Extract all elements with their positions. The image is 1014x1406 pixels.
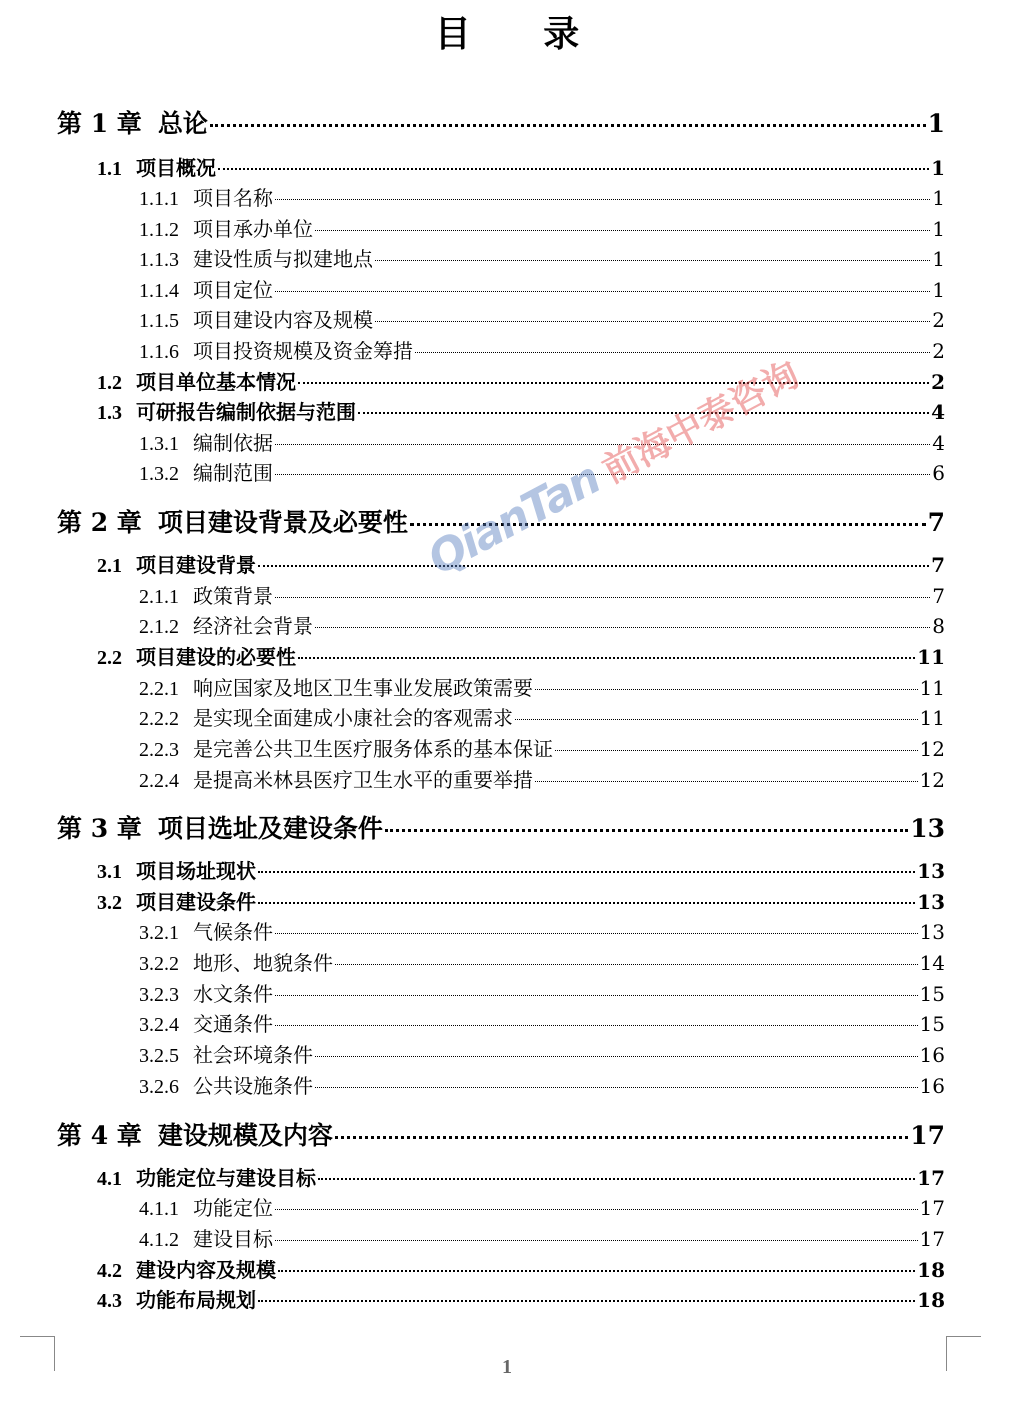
toc-page-number: 17: [919, 1227, 945, 1251]
toc-entry-title: 项目选址及建设条件: [157, 814, 383, 843]
toc-page-number: 7: [927, 508, 945, 537]
toc-entry-label: [57, 1116, 333, 1152]
toc-entry-number: 第 1 章: [57, 109, 142, 138]
toc-subsection-entry[interactable]: [139, 274, 945, 303]
toc-entry-number: 3.2.4: [139, 1014, 179, 1036]
dot-leader: [275, 444, 930, 445]
toc-entry-title: 交通条件: [193, 1012, 273, 1036]
toc-page-number: 2: [932, 339, 945, 363]
toc-section-entry[interactable]: [97, 641, 945, 670]
watermark-cn: 前海中泰咨询: [596, 353, 807, 492]
toc-entry-title: 项目建设背景及必要性: [157, 508, 408, 537]
toc-page-number: 12: [919, 737, 945, 761]
toc-entry-number: 2.2.1: [139, 678, 179, 700]
toc-subsection-entry[interactable]: [139, 610, 945, 639]
toc-entry-title: 功能定位: [193, 1196, 273, 1220]
toc-entry-title: 编制依据: [193, 431, 273, 455]
toc-entry-label: [139, 335, 413, 364]
toc-entry-number: 4.1.2: [139, 1229, 179, 1251]
dot-leader: [275, 597, 930, 598]
dot-leader: [275, 933, 918, 934]
toc-entry-label: [139, 733, 553, 762]
toc-entry-label: [57, 503, 408, 539]
toc-section-entry[interactable]: [97, 886, 945, 915]
toc-section-entry[interactable]: [97, 1284, 945, 1313]
toc-subsection-entry[interactable]: [139, 1039, 945, 1068]
dot-leader: [275, 1025, 918, 1026]
dot-leader: [258, 565, 929, 567]
toc-subsection-entry[interactable]: [139, 947, 945, 976]
toc-entry-title: 项目单位基本情况: [136, 370, 296, 394]
toc-entry-label: [97, 641, 296, 670]
toc-entry-label: [97, 396, 356, 425]
toc-entry-label: [139, 978, 273, 1007]
dot-leader: [258, 871, 915, 873]
toc-entry-number: 4.1: [97, 1168, 122, 1190]
toc-subsection-entry[interactable]: [139, 182, 945, 211]
toc-subsection-entry[interactable]: [139, 1192, 945, 1221]
toc-page-number: 11: [919, 676, 945, 700]
toc-entry-title: 建设内容及规模: [136, 1258, 276, 1282]
dot-leader: [335, 1136, 908, 1139]
toc-entry-number: 2.1.1: [139, 586, 179, 608]
toc-entry-label: [97, 855, 256, 884]
toc-entry-label: [139, 213, 313, 242]
toc-entry-number: 1.3.1: [139, 433, 179, 455]
toc-subsection-entry[interactable]: [139, 335, 945, 364]
toc-entry-label: [139, 243, 373, 272]
toc-entry-label: [139, 672, 533, 701]
toc-entry-number: 2.2: [97, 647, 122, 669]
toc-chapter-entry[interactable]: [57, 1116, 945, 1152]
page-title: 目 录: [434, 14, 610, 55]
dot-leader: [298, 382, 929, 384]
toc-entry-label: [97, 152, 216, 181]
toc-section-entry[interactable]: [97, 366, 945, 395]
toc-page-number: 2: [932, 308, 945, 332]
toc-page-number: 15: [919, 982, 945, 1006]
toc-entry-label: [139, 1070, 313, 1099]
dot-leader: [275, 199, 930, 200]
toc-entry-number: 2.1.2: [139, 616, 179, 638]
toc-entry-title: 项目概况: [136, 156, 216, 180]
toc-entry-number: 1.1: [97, 158, 122, 180]
toc-entry-label: [139, 916, 273, 945]
toc-entry-number: 第 2 章: [57, 508, 142, 537]
toc-entry-label: [139, 304, 373, 333]
dot-leader: [275, 995, 918, 996]
toc-page-number: 4: [932, 431, 945, 455]
toc-entry-number: 1.1.6: [139, 341, 179, 363]
toc-entry-number: 3.2.6: [139, 1076, 179, 1098]
dot-leader: [385, 829, 908, 832]
toc-subsection-entry[interactable]: [139, 427, 945, 456]
toc-subsection-entry[interactable]: [139, 978, 945, 1007]
dot-leader: [415, 352, 930, 353]
dot-leader: [210, 124, 926, 127]
toc-entry-title: 功能布局规划: [136, 1288, 256, 1312]
toc-entry-title: 项目定位: [193, 278, 273, 302]
toc-entry-title: 编制范围: [193, 461, 273, 485]
toc-page-number: 7: [931, 553, 945, 577]
dot-leader: [218, 168, 929, 170]
toc-subsection-entry[interactable]: [139, 1008, 945, 1037]
toc-page-number: 1: [932, 217, 945, 241]
toc-entry-number: 2.2.3: [139, 739, 179, 761]
dot-leader: [278, 1270, 915, 1272]
toc-section-entry[interactable]: [97, 549, 945, 578]
toc-page-number: 18: [917, 1288, 945, 1312]
toc-entry-number: 2.1: [97, 555, 122, 577]
toc-page-number: 6: [932, 461, 945, 485]
toc-entry-label: [139, 764, 533, 793]
dot-leader: [315, 1056, 918, 1057]
toc-page-number: 16: [919, 1074, 945, 1098]
dot-leader: [318, 1178, 915, 1180]
toc-page-number: 17: [910, 1121, 945, 1150]
toc-entry-label: [97, 1162, 316, 1191]
toc-subsection-entry[interactable]: [139, 733, 945, 762]
toc-page-number: 1: [932, 186, 945, 210]
toc-entry-label: [57, 809, 383, 845]
toc-entry-number: 4.1.1: [139, 1198, 179, 1220]
toc-subsection-entry[interactable]: [139, 213, 945, 242]
toc-entry-label: [139, 947, 333, 976]
toc-entry-title: 项目名称: [193, 186, 273, 210]
toc-entry-title: 政策背景: [193, 584, 273, 608]
toc-subsection-entry[interactable]: [139, 580, 945, 609]
dot-leader: [315, 230, 930, 231]
toc-entry-label: [97, 549, 256, 578]
dot-leader: [375, 321, 930, 322]
toc-entry-number: 4.3: [97, 1290, 122, 1312]
toc-page-number: 8: [932, 614, 945, 638]
dot-leader: [535, 781, 918, 782]
toc-entry-label: [139, 610, 313, 639]
toc-entry-label: [97, 886, 256, 915]
toc-entry-title: 是完善公共卫生医疗服务体系的基本保证: [193, 737, 553, 761]
toc-entry-title: 公共设施条件: [193, 1074, 313, 1098]
watermark-latin: QianTan: [420, 453, 608, 586]
toc-page-number: 15: [919, 1012, 945, 1036]
dot-leader: [375, 260, 930, 261]
toc-page-number: 2: [931, 370, 945, 394]
dot-leader: [410, 523, 926, 526]
toc-page-number: 11: [919, 706, 945, 730]
toc-section-entry[interactable]: [97, 152, 945, 181]
dot-leader: [275, 1209, 918, 1210]
toc-entry-title: 可研报告编制依据与范围: [136, 400, 356, 424]
toc-entry-number: 第 3 章: [57, 814, 142, 843]
toc-entry-label: [139, 457, 273, 486]
toc-entry-title: 地形、地貌条件: [193, 951, 333, 975]
toc-section-entry[interactable]: [97, 855, 945, 884]
dot-leader: [275, 291, 930, 292]
toc-entry-label: [139, 1223, 273, 1252]
toc-entry-title: 项目承办单位: [193, 217, 313, 241]
toc-entry-number: 1.3: [97, 402, 122, 424]
toc-entry-number: 2.2.4: [139, 770, 179, 792]
toc-entry-number: 1.1.5: [139, 310, 179, 332]
toc-subsection-entry[interactable]: [139, 916, 945, 945]
dot-leader: [315, 1087, 918, 1088]
toc-subsection-entry[interactable]: [139, 764, 945, 793]
toc-subsection-entry[interactable]: [139, 243, 945, 272]
toc-page-number: 13: [910, 814, 945, 843]
toc-entry-title: 总论: [157, 109, 208, 138]
dot-leader: [315, 627, 930, 628]
dot-leader: [275, 1240, 918, 1241]
toc-section-entry[interactable]: [97, 1162, 945, 1191]
toc-entry-number: 3.2: [97, 892, 122, 914]
toc-page-number: 13: [919, 920, 945, 944]
toc-entry-number: 1.1.1: [139, 188, 179, 210]
toc-entry-number: 4.2: [97, 1260, 122, 1282]
toc-page-number: 16: [919, 1043, 945, 1067]
dot-leader: [258, 902, 915, 904]
toc-entry-title: 项目建设的必要性: [136, 645, 296, 669]
toc-entry-title: 建设目标: [193, 1227, 273, 1251]
footer-page-number: 1: [502, 1356, 512, 1378]
toc-chapter-entry[interactable]: [57, 104, 945, 140]
toc-entry-label: [139, 274, 273, 303]
toc-entry-title: 是实现全面建成小康社会的客观需求: [193, 706, 513, 730]
toc-page-number: 14: [919, 951, 945, 975]
toc-entry-number: 3.2.2: [139, 953, 179, 975]
toc-subsection-entry[interactable]: [139, 702, 945, 731]
toc-section-entry[interactable]: [97, 396, 945, 425]
toc-entry-number: 3.1: [97, 861, 122, 883]
toc-page-number: 18: [917, 1258, 945, 1282]
toc-chapter-entry[interactable]: [57, 809, 945, 845]
toc-entry-label: [139, 427, 273, 456]
toc-entry-number: 第 4 章: [57, 1121, 142, 1150]
toc-entry-title: 是提高米林县医疗卫生水平的重要举措: [193, 768, 533, 792]
toc-entry-number: 1.1.2: [139, 219, 179, 241]
toc-entry-title: 项目建设内容及规模: [193, 308, 373, 332]
toc-entry-title: 社会环境条件: [193, 1043, 313, 1067]
dot-leader: [298, 657, 915, 659]
toc-entry-title: 项目建设条件: [136, 890, 256, 914]
toc-page-number: 13: [917, 890, 945, 914]
dot-leader: [258, 1300, 915, 1302]
toc-page-number: 17: [917, 1166, 945, 1190]
toc-page-number: 1: [932, 247, 945, 271]
toc-entry-title: 经济社会背景: [193, 614, 313, 638]
toc-entry-label: [57, 104, 208, 140]
dot-leader: [275, 474, 930, 475]
toc-entry-number: 1.2: [97, 372, 122, 394]
toc-entry-number: 1.1.3: [139, 249, 179, 271]
toc-subsection-entry[interactable]: [139, 304, 945, 333]
toc-entry-number: 1.1.4: [139, 280, 179, 302]
toc-page-number: 12: [919, 768, 945, 792]
toc-subsection-entry[interactable]: [139, 672, 945, 701]
dot-leader: [358, 412, 929, 414]
toc-page-number: 17: [919, 1196, 945, 1220]
toc-entry-title: 响应国家及地区卫生事业发展政策需要: [193, 676, 533, 700]
dot-leader: [515, 719, 918, 720]
toc-entry-number: 3.2.3: [139, 984, 179, 1006]
toc-entry-number: 2.2.2: [139, 708, 179, 730]
toc-subsection-entry[interactable]: [139, 1223, 945, 1252]
toc-entry-label: [139, 182, 273, 211]
toc-page-number: 1: [927, 109, 945, 138]
toc-section-entry[interactable]: [97, 1254, 945, 1283]
toc-entry-title: 项目场址现状: [136, 859, 256, 883]
toc-subsection-entry[interactable]: [139, 457, 945, 486]
toc-entry-number: 3.2.1: [139, 922, 179, 944]
toc-entry-label: [139, 1192, 273, 1221]
toc-page-number: 7: [932, 584, 945, 608]
toc-entry-title: 建设性质与拟建地点: [193, 247, 373, 271]
toc-entry-label: [97, 366, 296, 395]
toc-entry-label: [97, 1254, 276, 1283]
toc-page-number: 4: [931, 400, 945, 424]
toc-entry-title: 水文条件: [193, 982, 273, 1006]
toc-entry-label: [139, 1008, 273, 1037]
toc-chapter-entry[interactable]: [57, 503, 945, 539]
toc-entry-label: [139, 1039, 313, 1068]
toc-entry-label: [97, 1284, 256, 1313]
toc-page-number: 1: [932, 278, 945, 302]
toc-subsection-entry[interactable]: [139, 1070, 945, 1099]
toc-page-number: 1: [931, 156, 945, 180]
toc-entry-title: 气候条件: [193, 920, 273, 944]
dot-leader: [335, 964, 918, 965]
toc-entry-number: 1.3.2: [139, 463, 179, 485]
dot-leader: [535, 689, 918, 690]
toc-entry-label: [139, 580, 273, 609]
toc-entry-label: [139, 702, 513, 731]
toc-entry-title: 项目建设背景: [136, 553, 256, 577]
toc-page-number: 11: [917, 645, 945, 669]
toc-entry-title: 功能定位与建设目标: [136, 1166, 316, 1190]
toc-entry-title: 项目投资规模及资金筹措: [193, 339, 413, 363]
toc-entry-title: 建设规模及内容: [157, 1121, 333, 1150]
toc-page-number: 13: [917, 859, 945, 883]
toc-entry-number: 3.2.5: [139, 1045, 179, 1067]
dot-leader: [555, 750, 918, 751]
